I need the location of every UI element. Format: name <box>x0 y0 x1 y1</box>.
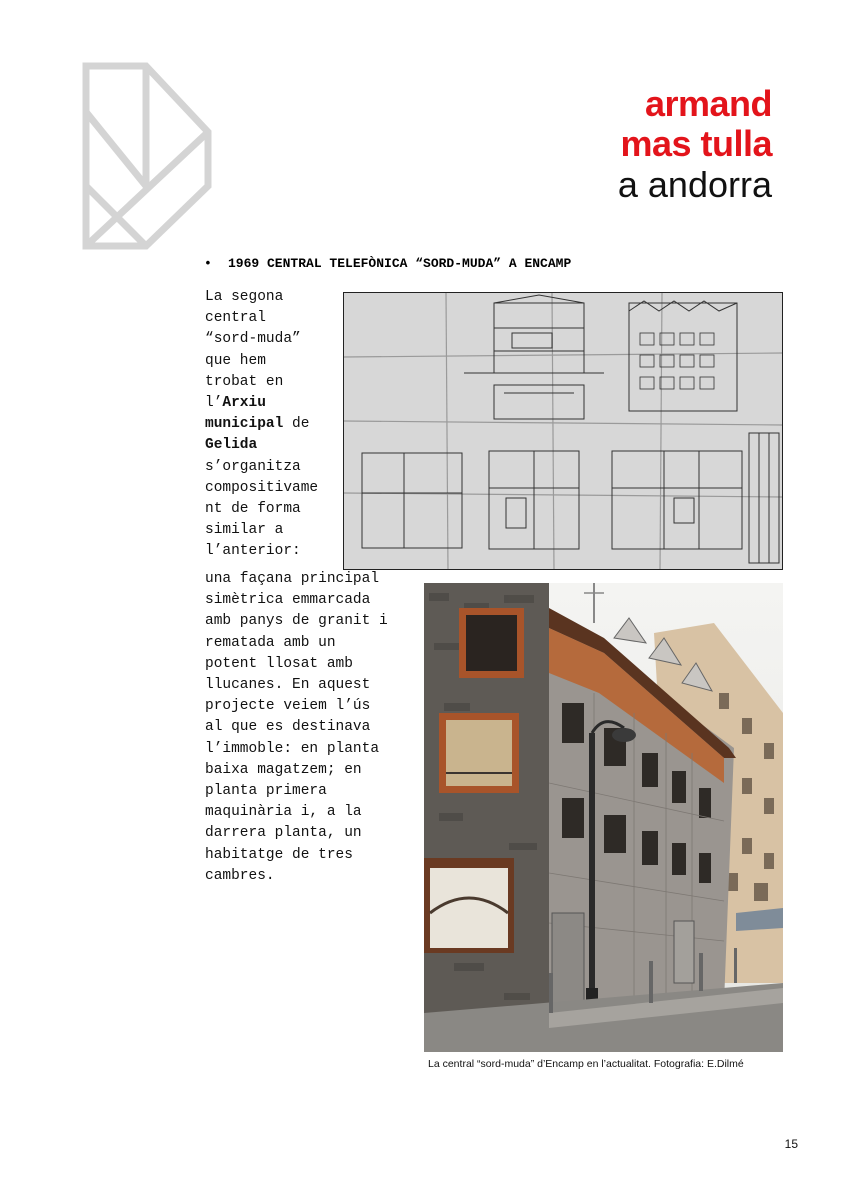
text-line: planta primera <box>205 783 327 800</box>
text-line: amb panys de granit i <box>205 613 388 630</box>
text-line: cambres. <box>205 867 275 884</box>
text-line: central <box>205 310 266 327</box>
title-line-3: a andorra <box>617 163 772 205</box>
building-photograph <box>424 583 783 1052</box>
text-line: potent llosat amb <box>205 655 353 672</box>
building-photo-illustration <box>424 583 783 1052</box>
page-number: 15 <box>784 1137 798 1151</box>
text-line: nt de forma <box>205 501 301 518</box>
text-line: similar a <box>205 522 284 539</box>
gelida-bold: Gelida <box>205 437 258 454</box>
text-line: s’organitza <box>205 458 301 475</box>
logo-icon <box>80 60 216 252</box>
text-line: darrera planta, un <box>205 825 362 842</box>
section-heading-text: 1969 CENTRAL TELEFÒNICA “SORD-MUDA” A ENCAMP <box>228 256 572 271</box>
text-line: simètrica emmarcada <box>205 592 371 609</box>
text-line: maquinària i, a la <box>205 804 362 821</box>
text-line <box>205 393 337 414</box>
text-line: trobat en <box>205 373 284 390</box>
text-line: La segona <box>205 289 284 305</box>
bullet-icon: • <box>204 256 212 271</box>
archive-prefix: l’ <box>205 395 223 412</box>
municipal-bold: municipal <box>205 416 284 433</box>
text-line: llucanes. En aquest <box>205 677 371 694</box>
blueprint-drawing <box>344 293 783 570</box>
text-line: una façana principal <box>205 571 380 587</box>
architectural-plan-image <box>343 292 783 570</box>
text-line: compositivame <box>205 479 319 496</box>
text-line: l’anterior: <box>205 543 301 560</box>
text-line: que hem <box>205 352 266 369</box>
body-text-intro <box>205 287 337 563</box>
municipal-suffix: de <box>283 416 310 433</box>
text-line: habitatge de tres <box>205 846 353 863</box>
text-line: al que es destinava <box>205 719 371 736</box>
text-line: “sord-muda” <box>205 331 301 348</box>
title-line-1: armand <box>644 83 772 124</box>
photo-caption: La central “sord-muda” d’Encamp en l’actualitat. Fotografia: E.Dilmé <box>428 1058 744 1070</box>
text-line: baixa magatzem; en <box>205 761 362 778</box>
text-line: l’immoble: en planta <box>205 740 380 757</box>
text-line <box>205 435 337 456</box>
text-line: projecte veiem l’ús <box>205 698 371 715</box>
document-title <box>618 84 772 205</box>
title-line-2: mas tulla <box>620 123 772 165</box>
text-line: rematada amb un <box>205 634 336 651</box>
archive-bold: Arxiu <box>222 395 266 412</box>
text-line <box>205 414 337 435</box>
section-heading <box>204 256 571 271</box>
body-text-continuation <box>205 569 415 887</box>
